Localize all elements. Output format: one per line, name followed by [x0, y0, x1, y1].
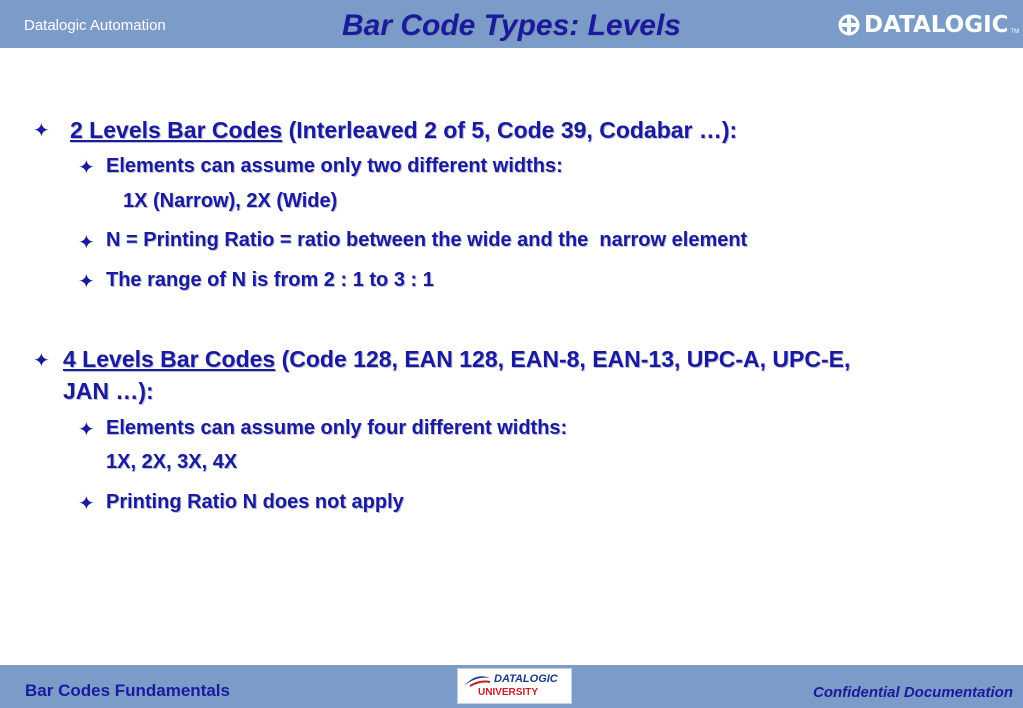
four-point-star-icon: ✦	[78, 232, 95, 254]
company-name: Datalogic Automation	[24, 17, 166, 34]
datalogic-university-logo	[457, 668, 572, 704]
university-logo-top: DATALOGIC	[494, 673, 558, 685]
four-point-star-icon: ✦	[33, 350, 50, 372]
section2-heading	[63, 346, 850, 373]
logo-trademark: TM	[1010, 29, 1020, 35]
section2-heading-underlined: 4 Levels Bar Codes	[63, 346, 276, 372]
section1-heading-rest: (Interleaved 2 of 5, Code 39, Codabar …):	[282, 117, 738, 143]
section2-heading-rest: (Code 128, EAN 128, EAN-8, EAN-13, UPC-A, UPC-E,	[275, 346, 851, 372]
section2-heading-line2: JAN …):	[63, 378, 154, 404]
section1-item-3: The range of N is from 2 : 1 to 3 : 1	[106, 269, 434, 291]
section1-heading-underlined: 2 Levels Bar Codes	[70, 117, 283, 143]
university-logo-bottom: UNIVERSITY	[478, 687, 539, 698]
section1-item-1: Elements can assume only two different widths:	[106, 155, 563, 177]
section2-widths: 1X, 2X, 3X, 4X	[106, 451, 238, 473]
slide-title: Bar Code Types: Levels	[341, 9, 681, 42]
swoosh-icon	[462, 672, 492, 688]
four-point-star-icon: ✦	[78, 493, 95, 515]
four-point-star-icon: ✦	[78, 157, 95, 179]
section1-heading	[70, 117, 737, 144]
section2-item-2: Printing Ratio N does not apply	[106, 491, 404, 513]
footer-bar	[0, 665, 1023, 708]
four-point-star-icon: ✦	[78, 419, 95, 441]
section2-item-1: Elements can assume only four different widths:	[106, 417, 568, 439]
footer-course-title: Bar Codes Fundamentals	[25, 681, 230, 700]
section1-widths: 1X (Narrow), 2X (Wide)	[123, 190, 338, 212]
section1-item-2: N = Printing Ratio = ratio between the wide and the narrow element	[106, 229, 748, 251]
footer-confidential: Confidential Documentation	[813, 684, 1013, 701]
four-point-star-icon: ✦	[33, 120, 50, 142]
four-point-star-icon: ✦	[78, 271, 95, 293]
logo-text: DATALOGIC	[864, 12, 1009, 38]
